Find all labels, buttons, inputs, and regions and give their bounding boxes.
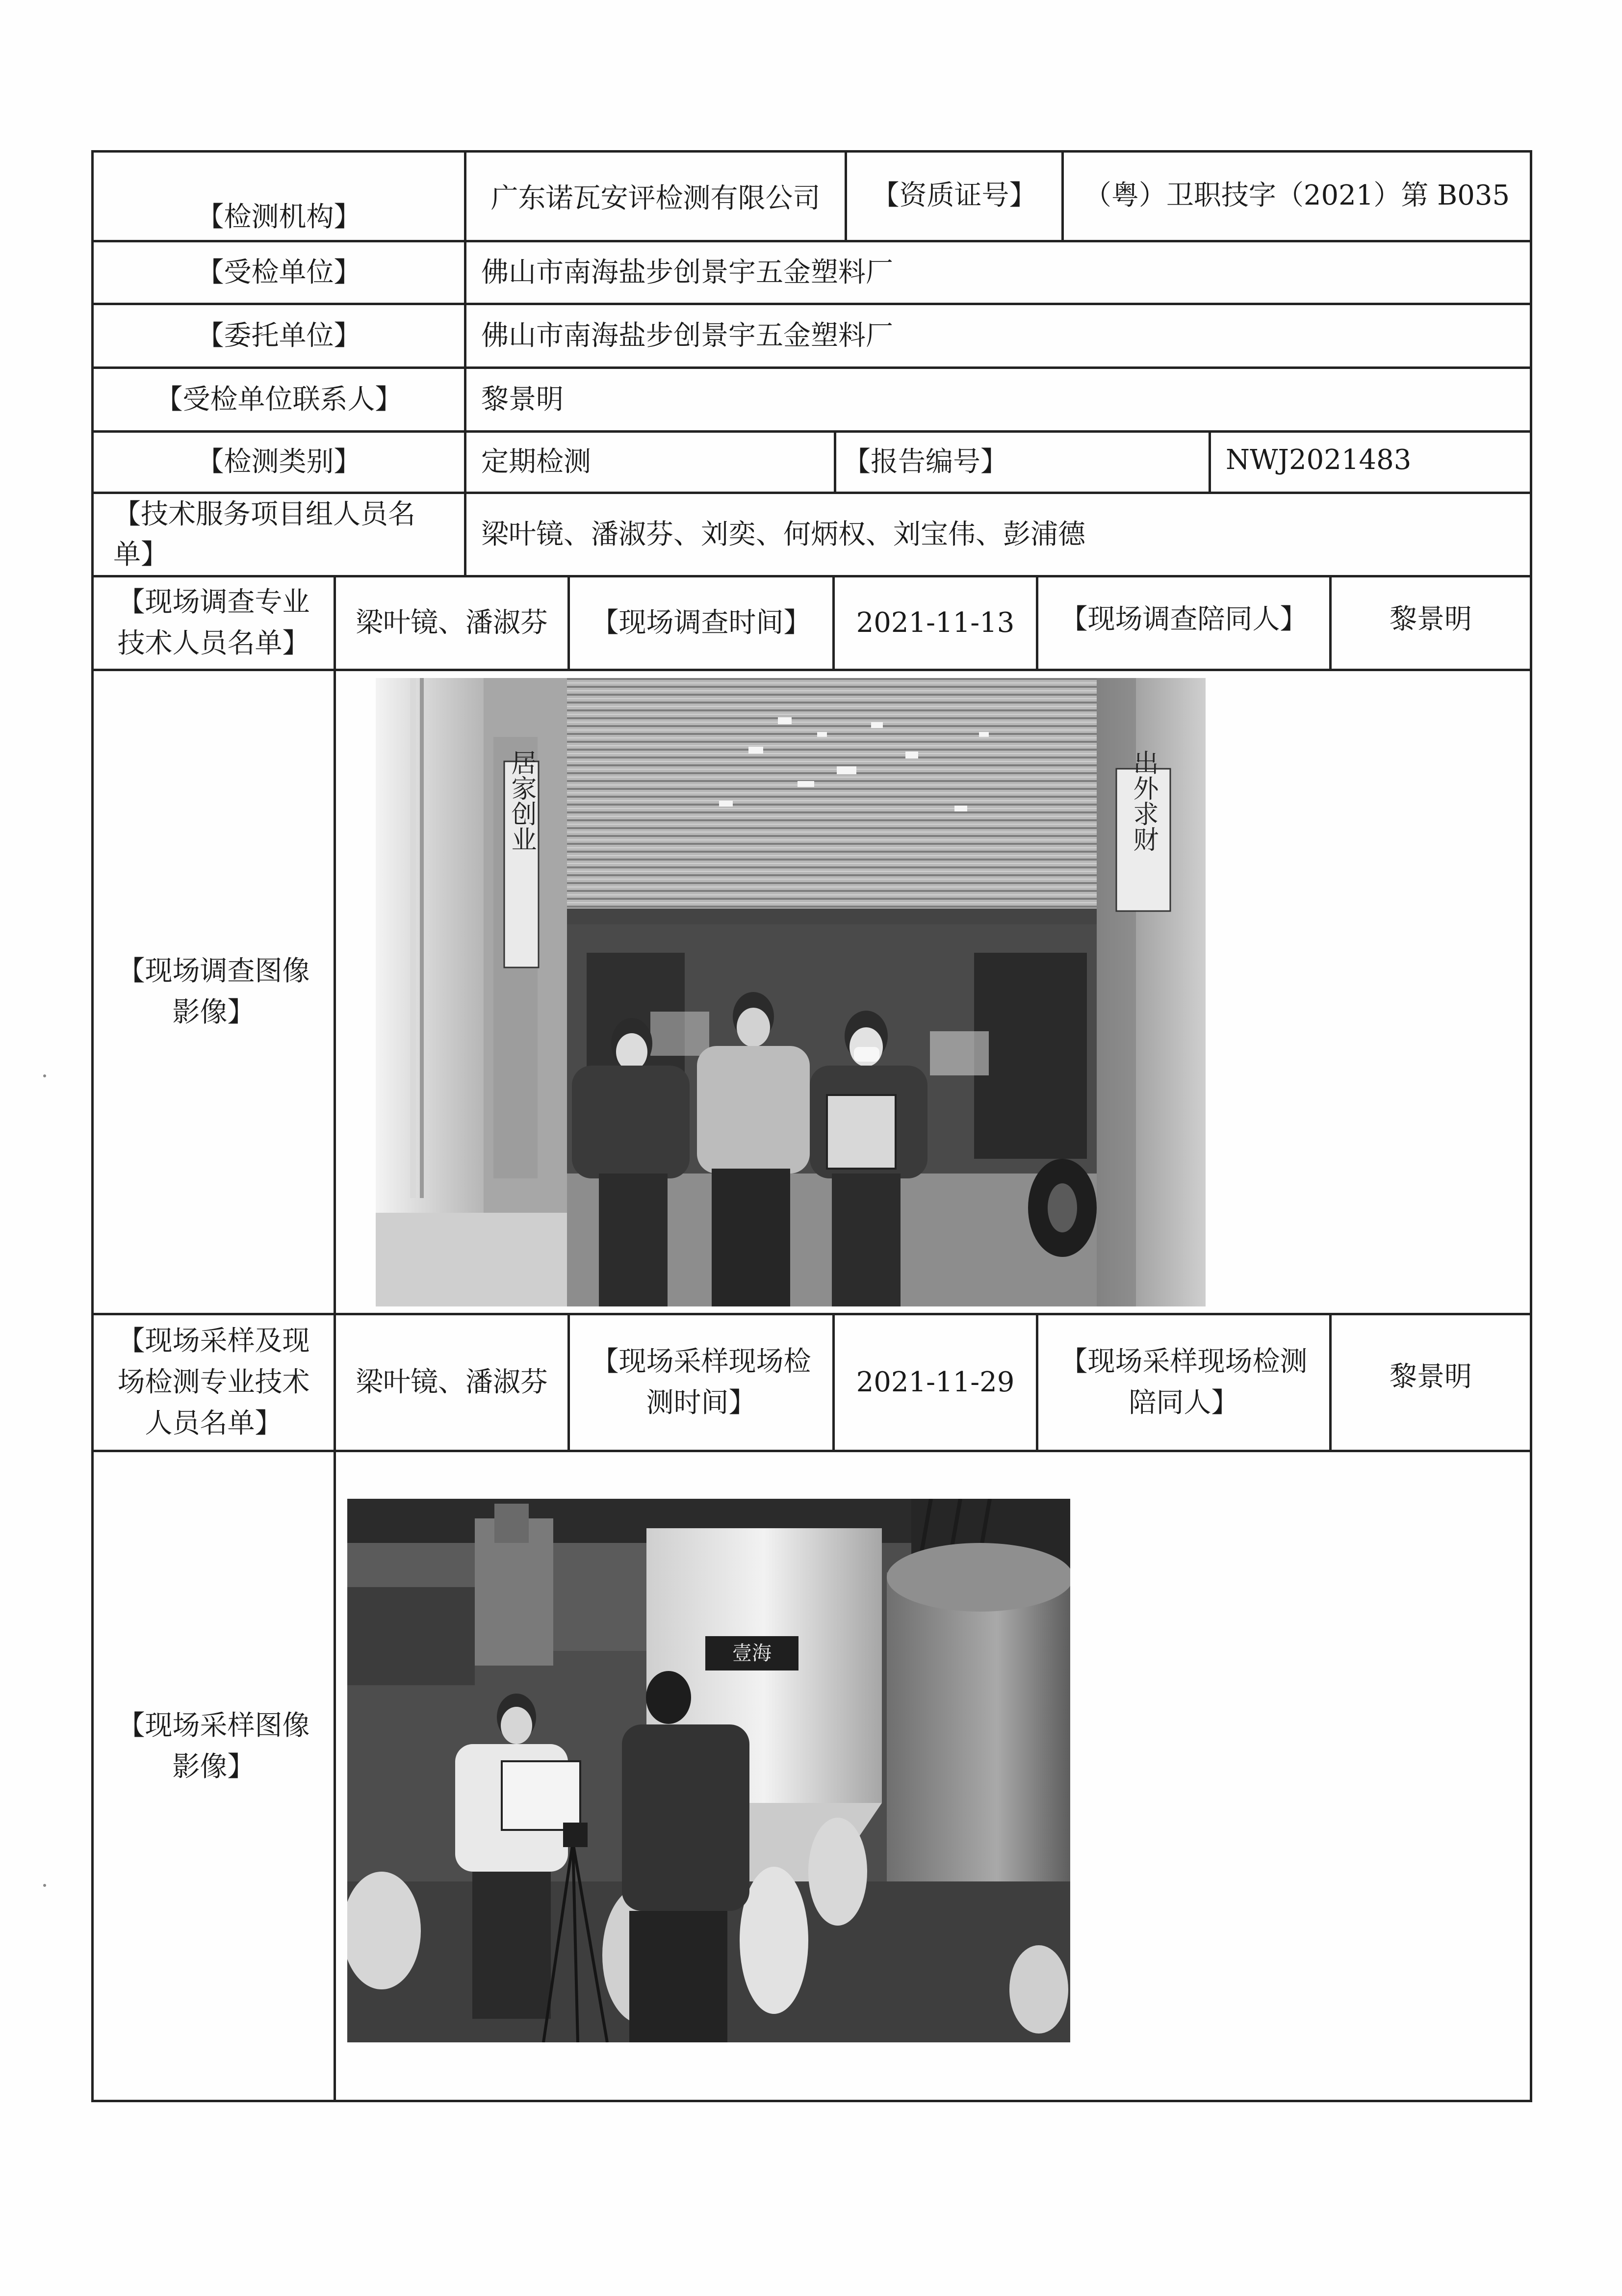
survey-staff-label [94,577,334,669]
sampling-companion-value: 黎景明 [1390,1361,1472,1393]
survey-companion-label: 【现场调查陪同人】 [1060,603,1308,635]
report-no-value: NWJ2021483 [1226,444,1412,476]
tank-label-text: 壹海 [732,1642,772,1665]
scan-speck [43,1884,46,1887]
survey-time-value: 2021-11-13 [856,607,1015,639]
sampling-time-label-line1: 【现场采样现场检 [591,1346,811,1378]
sampling-staff-label [94,1315,334,1450]
survey-staff-value: 梁叶镜、潘淑芬 [356,607,548,639]
team-label [94,494,464,575]
sampling-time-label-line2: 测时间】 [646,1387,756,1419]
sampling-photo-label [94,1452,334,2100]
survey-photo-label-line2: 影像】 [172,996,255,1028]
team-label-line1: 【技术服务项目组人员名 [113,498,415,530]
survey-staff-label-line1: 【现场调查专业 [117,586,310,618]
client-unit-label: 【委托单位】 [196,319,361,352]
sampling-staff-label-line1: 【现场采样及现 [117,1325,310,1357]
sampling-staff-label-line3: 人员名单】 [145,1408,283,1439]
client-unit-value: 佛山市南海盐步创景宇五金塑料厂 [481,319,893,352]
team-label-line2: 单】 [113,538,168,571]
survey-photo-label-line1: 【现场调查图像 [117,955,310,987]
sampling-photo-drawing [347,1499,1070,2042]
survey-photo-drawing [376,678,1206,1306]
sampling-time-label [570,1315,832,1450]
category-label: 【检测类别】 [196,446,361,478]
agency-label: 【检测机构】 [196,201,361,233]
table-border-right [1530,150,1532,2102]
report-no-label: 【报告编号】 [843,446,1008,478]
sampling-companion-label-line1: 【现场采样现场检测 [1060,1346,1308,1378]
table-border-bottom [91,2100,1532,2102]
sampling-photo-label-line1: 【现场采样图像 [117,1710,310,1742]
contact-value: 黎景明 [481,383,564,416]
right-sign-text: 出外求财 [1129,750,1158,852]
survey-photo-label [94,671,334,1313]
survey-site-photo [376,678,1206,1306]
sampling-staff-label-line2: 场检测专业技术 [117,1366,310,1398]
category-value: 定期检测 [481,446,591,478]
qualification-label: 【资质证号】 [872,180,1037,211]
sampling-time-value: 2021-11-29 [856,1366,1015,1398]
contact-label: 【受检单位联系人】 [155,383,403,416]
inspected-unit-label: 【受检单位】 [196,256,361,288]
left-sign-text: 居家创业 [507,750,536,852]
qualification-value: （粤）卫职技字（2021）第 B035 [1083,180,1510,211]
survey-staff-label-line2: 技术人员名单】 [117,627,310,659]
sampling-photo-label-line2: 影像】 [172,1751,255,1783]
team-value: 梁叶镜、潘淑芬、刘奕、何炳权、刘宝伟、彭浦德 [481,518,1085,550]
sampling-site-photo [347,1499,1070,2042]
sampling-companion-label-line2: 陪同人】 [1129,1387,1239,1419]
inspected-unit-value: 佛山市南海盐步创景宇五金塑料厂 [481,256,893,288]
sampling-staff-value: 梁叶镜、潘淑芬 [356,1366,548,1398]
scan-speck [43,1074,46,1077]
agency-value: 广东诺瓦安评检测有限公司 [490,183,821,214]
survey-companion-value: 黎景明 [1390,603,1472,635]
survey-time-label: 【现场调查时间】 [591,607,811,639]
sampling-companion-label [1038,1315,1329,1450]
